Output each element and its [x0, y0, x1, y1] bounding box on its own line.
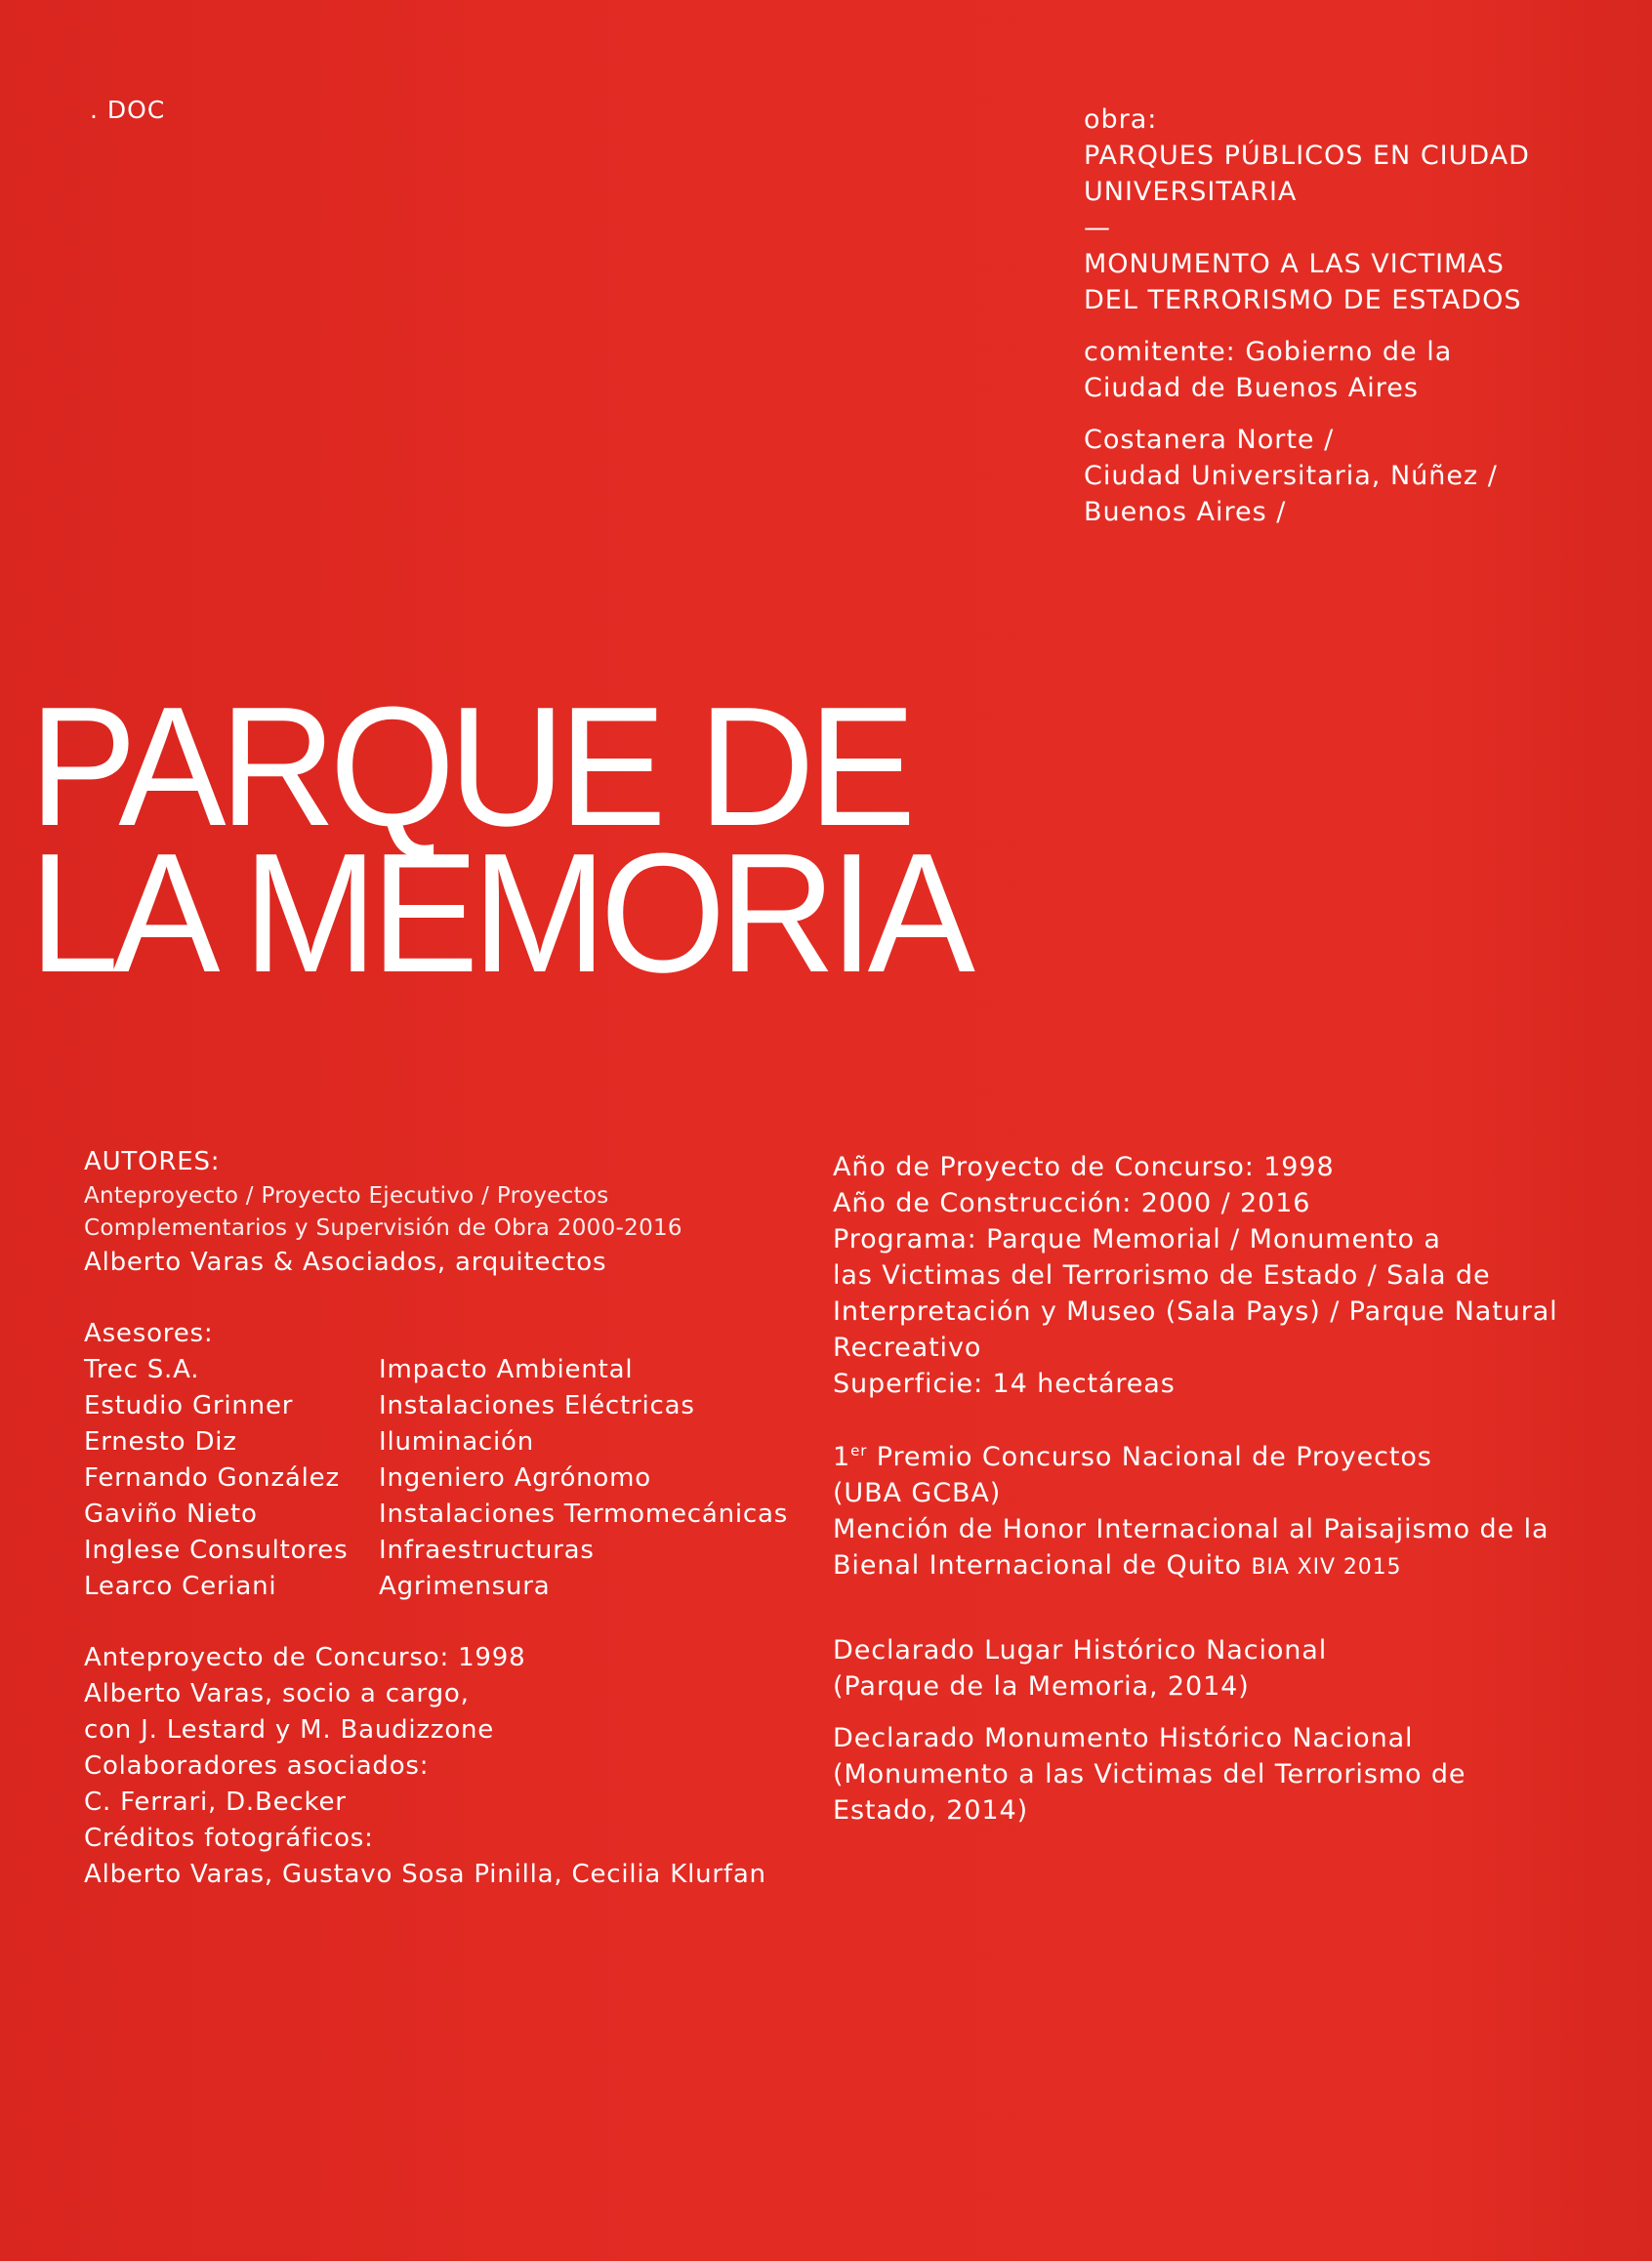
- autores-heading: AUTORES:: [84, 1147, 221, 1176]
- comitente-line: comitente: Gobierno de la: [1084, 337, 1453, 367]
- advisor-name: Ernesto Diz: [84, 1427, 237, 1457]
- award-mention: [833, 1547, 1624, 1585]
- title-line: LA MEMORIA: [29, 817, 970, 1007]
- declaration-line: Declarado Monumento Histórico Nacional: [833, 1723, 1414, 1753]
- title-line: PARQUE DE: [29, 671, 910, 861]
- advisor-role: Infraestructuras: [379, 1536, 595, 1565]
- advisor-role: Iluminación: [379, 1427, 535, 1457]
- project-info-line: Programa: Parque Memorial / Monumento a: [833, 1224, 1441, 1254]
- obra-dash: —: [1084, 213, 1111, 243]
- award-mention: Mención de Honor Internacional al Paisajismo de la: [833, 1514, 1549, 1544]
- advisor-name: Learco Ceriani: [84, 1572, 277, 1601]
- location-line: Buenos Aires /: [1084, 497, 1287, 527]
- obra-label: obra:: [1084, 104, 1158, 135]
- asesores-heading: Asesores:: [84, 1319, 214, 1348]
- project-info-line: Recreativo: [833, 1333, 982, 1363]
- award-org: (UBA GCBA): [833, 1478, 1002, 1508]
- advisor-role: Instalaciones Termomecánicas: [379, 1500, 789, 1529]
- obra-subtitle-line: DEL TERRORISMO DE ESTADOS: [1084, 285, 1522, 315]
- mention-text: Bienal Internacional de Quito: [833, 1550, 1252, 1581]
- declaration-line: Declarado Lugar Histórico Nacional: [833, 1635, 1328, 1665]
- obra-title-line: UNIVERSITARIA: [1084, 177, 1298, 207]
- advisor-role: Ingeniero Agrónomo: [379, 1463, 651, 1493]
- advisors-list: [84, 1352, 787, 1605]
- autores-detail: Anteproyecto / Proyecto Ejecutivo / Proyectos: [84, 1183, 609, 1209]
- location-line: Ciudad Universitaria, Núñez /: [1084, 461, 1498, 491]
- obra-title-line: PARQUES PÚBLICOS EN CIUDAD: [1084, 141, 1530, 171]
- credits-line: Colaboradores asociados:: [84, 1751, 430, 1781]
- credits-line: Alberto Varas, Gustavo Sosa Pinilla, Cecilia Klurfan: [84, 1860, 766, 1889]
- project-info-column: [833, 1149, 1624, 1829]
- doc-label: . DOC: [90, 96, 166, 124]
- declaration-line: Estado, 2014): [833, 1795, 1029, 1826]
- autores-detail: Complementarios y Supervisión de Obra 2000-2016: [84, 1215, 682, 1241]
- project-info-line: Año de Construcción: 2000 / 2016: [833, 1188, 1311, 1218]
- comitente-line: Ciudad de Buenos Aires: [1084, 373, 1419, 403]
- work-info-block: [1084, 102, 1631, 530]
- project-info-line: las Victimas del Terrorismo de Estado / Sala de: [833, 1260, 1491, 1291]
- credits-line: C. Ferrari, D.Becker: [84, 1788, 347, 1817]
- autores-firm: Alberto Varas & Asociados, arquitectos: [84, 1248, 607, 1277]
- prize-text: Premio Concurso Nacional de Proyectos: [867, 1442, 1432, 1472]
- obra-subtitle-line: MONUMENTO A LAS VICTIMAS: [1084, 249, 1505, 279]
- award-prize: [833, 1439, 1624, 1475]
- advisor-name: Gaviño Nieto: [84, 1500, 258, 1529]
- credits-line: Alberto Varas, socio a cargo,: [84, 1679, 470, 1708]
- credits-line: Créditos fotográficos:: [84, 1824, 374, 1853]
- advisor-role: Instalaciones Eléctricas: [379, 1391, 695, 1420]
- project-info-line: Año de Proyecto de Concurso: 1998: [833, 1152, 1335, 1182]
- project-info-line: Interpretación y Museo (Sala Pays) / Parque Natural: [833, 1296, 1558, 1327]
- credits-line: Anteproyecto de Concurso: 1998: [84, 1643, 526, 1672]
- location-line: Costanera Norte /: [1084, 425, 1335, 455]
- advisor-name: Trec S.A.: [84, 1355, 200, 1384]
- advisor-role: Impacto Ambiental: [379, 1355, 634, 1384]
- advisor-name: Inglese Consultores: [84, 1536, 349, 1565]
- advisor-role: Agrimensura: [379, 1572, 551, 1601]
- advisor-name: Estudio Grinner: [84, 1391, 294, 1420]
- mention-bia: BIA XIV 2015: [1251, 1555, 1402, 1580]
- advisor-name: Fernando González: [84, 1463, 340, 1493]
- project-info-line: Superficie: 14 hectáreas: [833, 1369, 1176, 1399]
- prize-ordinal: er: [850, 1442, 868, 1459]
- page-title: [29, 671, 970, 1007]
- credits-line: con J. Lestard y M. Baudizzone: [84, 1715, 495, 1745]
- prize-number: 1: [833, 1442, 851, 1472]
- authors-column: [84, 1144, 787, 1893]
- declaration-line: (Parque de la Memoria, 2014): [833, 1671, 1250, 1702]
- declaration-line: (Monumento a las Victimas del Terrorismo de: [833, 1759, 1466, 1789]
